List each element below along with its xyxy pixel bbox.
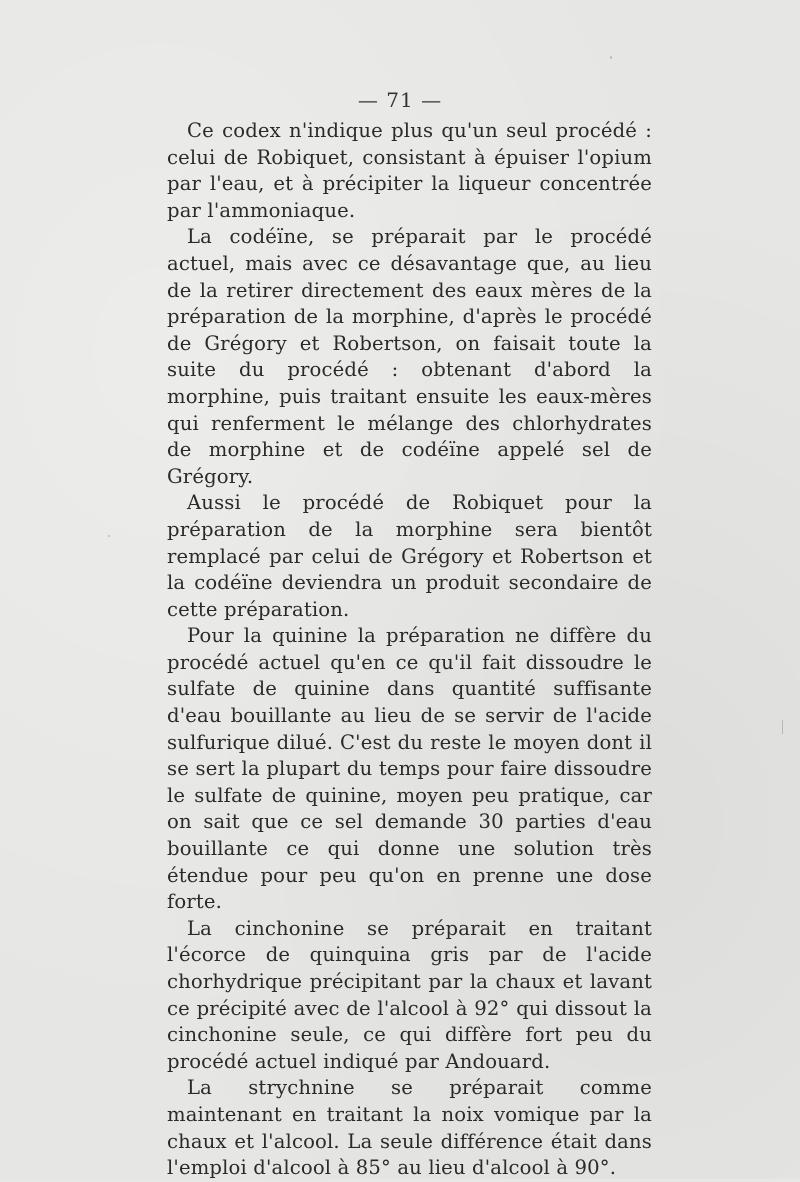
- paragraph-strychnine: La strychnine se préparait comme maintenant en traitant la noix vomique par la chaux et l'alcool. La seule différence était dans l'emploi d'alcool à 85° au lieu d'alcool à 90°.: [167, 1076, 652, 1180]
- paragraph-codex: Ce codex n'indique plus qu'un seul procédé : celui de Robiquet, consistant à épuiser l'opium par l'eau, et à précipiter la liqueur concentrée par l'ammoniaque.: [167, 119, 652, 222]
- paragraph-cinchonine: La cinchonine se préparait en traitant l'écorce de quinquina gris par de l'acide chorhydrique précipitant par la chaux et lavant ce précipité avec de l'alcool à 92° qui dissout la cinchonine seule, ce qui diffère fort peu du procédé actuel indiqué par Andouard.: [167, 916, 652, 1073]
- paper-speck: [782, 720, 783, 734]
- paragraph-codeine: La codéïne, se préparait par le procédé actuel, mais avec ce désavantage que, au lieu de la retirer directement des eaux mères de la préparation de la morphine, d'après le procédé de Grégory et Robertson, on faisait toute la suite du procédé : obtenant d'abord la morphine, puis traitant ensuite les eaux-mères qui renferment le mélange des chlorhydrates de morphine et de codéïne appelé sel de Grégory.: [167, 225, 652, 488]
- paper-speck: [610, 56, 612, 59]
- page-number: — 71 —: [357, 88, 443, 112]
- body-text: [167, 118, 652, 1182]
- paper-speck: [476, 1118, 478, 1120]
- paragraph-robiquet: Aussi le procédé de Robiquet pour la préparation de la morphine sera bientôt remplacé par celui de Grégory et Robertson et la codéïne deviendra un produit secondaire de cette préparation.: [167, 491, 652, 621]
- paragraph-quinine: Pour la quinine la préparation ne diffère du procédé actuel qu'en ce qu'il fait dissoudre le sulfate de quinine dans quantité suffisante d'eau bouillante au lieu de se servir de l'acide sulfurique dilué. C'est du reste le moyen dont il se sert la plupart du temps pour faire dissoudre le sulfate de quinine, moyen peu pratique, car on sait que ce sel demande 30 parties d'eau bouillante ce qui donne une solution très étendue pour peu qu'on en prenne une dose forte.: [167, 624, 652, 914]
- paper-speck: [108, 535, 110, 537]
